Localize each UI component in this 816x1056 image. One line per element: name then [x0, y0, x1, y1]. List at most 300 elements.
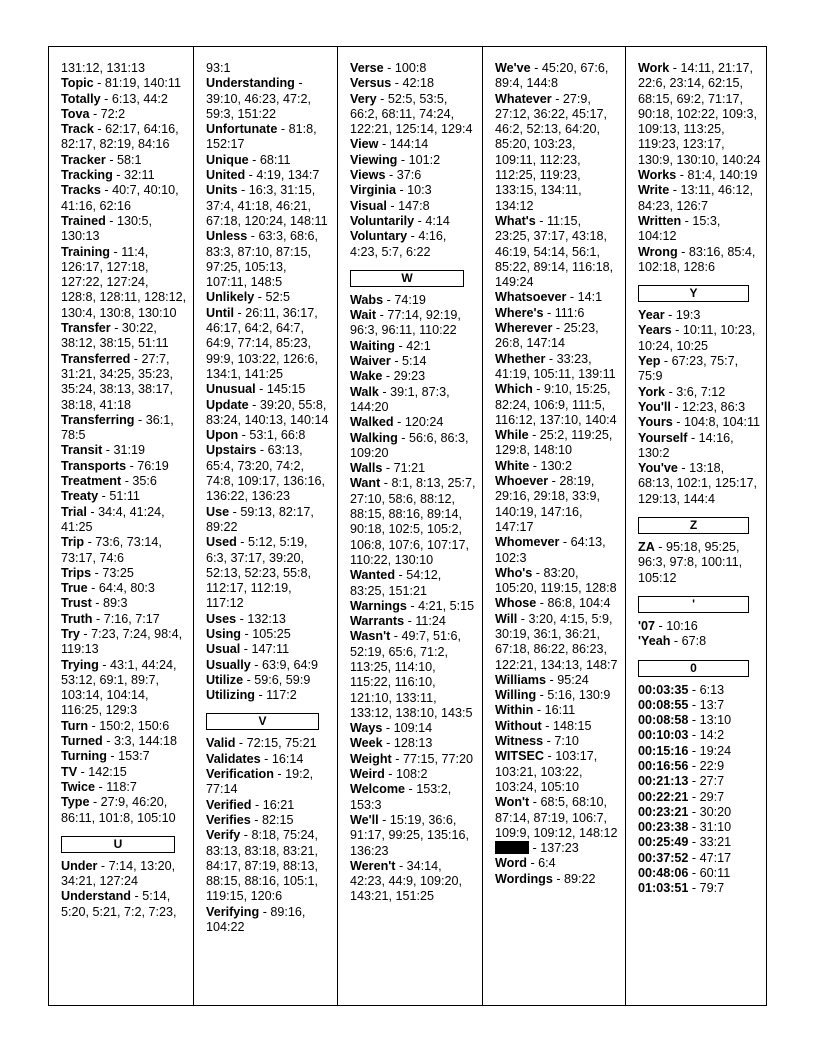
- page-line-refs: 22:9: [699, 758, 725, 773]
- page-line-refs: 19:3: [675, 308, 701, 323]
- index-entry: TV - 142:15: [61, 764, 127, 779]
- page-line-refs: 153:7: [118, 749, 150, 764]
- page-line-refs: 8:1, 8:13, 25:7, 27:10, 58:6, 88:12, 88:15, 88:16, 89:14, 90:18, 102:5, 105:2, 106:8, 107:6, 107:17, 110:22, 130:10: [350, 476, 476, 567]
- index-term: Walked: [350, 415, 394, 430]
- index-term: Work: [638, 61, 670, 75]
- index-entry: 00:37:52 - 47:17: [638, 850, 732, 865]
- page-line-refs: 4:19, 134:7: [256, 168, 320, 183]
- index-term: Works: [638, 168, 677, 183]
- index-entry: Works - 81:4, 140:19: [638, 168, 758, 183]
- page-line-refs: 68:5, 68:10, 87:14, 87:19, 106:7, 109:9, 109:12, 148:12: [495, 795, 618, 840]
- index-entry: Williams - 95:24: [495, 672, 589, 687]
- index-entry: Wanted - 54:12, 83:25, 151:21: [350, 568, 442, 598]
- index-term: Trips: [61, 565, 92, 580]
- page-line-refs: 105:25: [252, 626, 291, 641]
- index-entry: 00:21:13 - 27:7: [638, 774, 725, 789]
- index-term: Yourself: [638, 430, 688, 445]
- index-entry: 00:23:21 - 30:20: [638, 804, 732, 819]
- index-term: Type: [61, 795, 90, 810]
- page-line-refs: 95:18, 95:25, 96:3, 97:8, 100:11, 105:12: [638, 540, 743, 585]
- index-entry: Voluntarily - 4:14: [350, 213, 450, 228]
- index-term: Want: [350, 476, 381, 491]
- index-term: Truth: [61, 611, 93, 626]
- index-entry: Without - 148:15: [495, 718, 592, 733]
- index-term: 01:03:51: [638, 881, 689, 896]
- index-term: Unusual: [206, 382, 256, 397]
- page-line-refs: 77:15, 77:20: [402, 751, 473, 766]
- index-term: Year: [638, 308, 665, 323]
- index-term: Wasn't: [350, 629, 391, 644]
- index-entry: Years - 10:11, 10:23, 10:24, 10:25: [638, 323, 756, 353]
- page-line-refs: 120:24: [404, 415, 444, 430]
- page-line-refs: 27:9, 46:20, 86:11, 101:8, 105:10: [61, 795, 176, 825]
- index-entry: Usual - 147:11: [206, 642, 290, 657]
- page-line-refs: 42:18: [402, 76, 435, 91]
- page-line-refs: 68:11: [259, 152, 291, 167]
- page-line-refs: 128:13: [393, 736, 433, 751]
- page-line-refs: 81:19, 140:11: [104, 76, 181, 91]
- index-entry: 00:08:58 - 13:10: [638, 713, 732, 728]
- index-entry: Wake - 29:23: [350, 369, 426, 384]
- index-column-1: [49, 47, 193, 1005]
- index-term: Uses: [206, 611, 237, 626]
- letter-section-header: 0: [638, 660, 749, 677]
- index-term: Treatment: [61, 474, 122, 489]
- index-term: Trip: [61, 535, 85, 550]
- index-term: 00:48:06: [638, 866, 689, 881]
- index-term: 00:15:16: [638, 743, 689, 758]
- page-line-refs: 4:16, 4:23, 5:7, 6:22: [350, 229, 447, 259]
- page-line-refs: 16:11: [544, 703, 576, 718]
- index-column-2: [193, 47, 337, 1005]
- page-line-refs: 3:3, 144:18: [113, 734, 177, 749]
- page-line-refs: 108:2: [395, 767, 428, 782]
- page-line-refs: 11:24: [415, 614, 446, 629]
- index-term: Tracks: [61, 183, 101, 198]
- index-entry: Valid - 72:15, 75:21: [206, 736, 317, 751]
- page-line-refs: 39:1, 87:3, 144:20: [350, 384, 450, 414]
- index-entry: 00:48:06 - 60:11: [638, 866, 731, 881]
- page-line-refs: 16:14: [271, 751, 304, 766]
- index-term: Whether: [495, 351, 546, 366]
- page-line-refs: 63:3, 68:6, 83:3, 87:10, 87:15, 97:25, 105:13, 107:11, 148:5: [206, 229, 319, 290]
- page-line-refs: 58:1: [117, 152, 142, 167]
- index-entry: Within - 16:11: [495, 703, 576, 718]
- page-line-refs: 8:18, 75:24, 83:13, 83:18, 83:21, 84:17, 87:19, 88:13, 88:15, 88:16, 105:1, 119:15, 120:6: [206, 828, 319, 904]
- page-line-refs: 72:2: [100, 106, 126, 121]
- page-line-refs: 37:6: [396, 168, 422, 183]
- page-line-refs: 36:1, 78:5: [61, 412, 174, 443]
- page-line-refs: 16:3, 31:15, 37:4, 41:18, 46:21, 67:18, 120:24, 148:11: [206, 183, 328, 228]
- page-line-refs: 27:7, 31:21, 34:25, 35:23, 35:24, 38:13, 38:17, 38:18, 41:18: [61, 351, 174, 412]
- index-entry: Wordings - 89:22: [495, 871, 596, 886]
- index-term: Virginia: [350, 183, 396, 198]
- page-line-refs: 30:20: [699, 804, 732, 819]
- index-entry: Waiver - 5:14: [350, 354, 427, 369]
- index-entry: Treatment - 35:6: [61, 474, 157, 489]
- index-entry: Understand - 5:14, 5:20, 5:21, 7:2, 7:23,: [61, 889, 177, 919]
- index-entry: Transferring - 36:1, 78:5: [61, 412, 174, 443]
- index-entry: Word - 6:4: [495, 856, 556, 871]
- index-term: United: [206, 168, 246, 183]
- index-entry: You'll - 12:23, 86:3: [638, 399, 746, 414]
- index-term: Verifying: [206, 904, 260, 919]
- page-line-refs: 40:7, 40:10, 41:16, 62:16: [61, 183, 179, 213]
- index-term: Using: [206, 626, 241, 641]
- index-entry: Walls - 71:21: [350, 461, 426, 476]
- index-entry: Unique - 68:11: [206, 152, 291, 167]
- index-term: Topic: [61, 76, 94, 91]
- index-entry: [206, 61, 331, 76]
- page-line-refs: 4:21, 5:15: [418, 598, 475, 613]
- page-line-refs: 147:11: [251, 642, 290, 657]
- index-term: Weren't: [350, 858, 396, 873]
- page-line-refs: 4:14: [425, 213, 450, 228]
- index-term: Totally: [61, 91, 101, 106]
- index-entry: Unfortunate - 81:8, 152:17: [206, 122, 317, 152]
- index-entry: Transfer - 30:22, 38:12, 38:15, 51:11: [61, 321, 169, 351]
- page-line-refs: 71:21: [393, 461, 426, 476]
- index-term: Walls: [350, 461, 383, 476]
- page-line-refs: 7:16, 7:17: [103, 611, 160, 626]
- index-column-4: [482, 47, 625, 1005]
- index-term: Transferred: [61, 351, 131, 366]
- index-term: Turning: [61, 749, 107, 764]
- index-entry: Tracker - 58:1: [61, 152, 142, 167]
- index-term: Voluntary: [350, 229, 408, 244]
- page-line-refs: 76:19: [137, 458, 169, 473]
- index-entry: Transferred - 27:7, 31:21, 34:25, 35:23, 35:24, 38:13, 38:17, 38:18, 41:18: [61, 351, 174, 412]
- page-line-refs: 15:3, 104:12: [638, 213, 721, 244]
- page-line-refs: 150:2, 150:6: [99, 718, 170, 733]
- page-line-refs: 7:14, 13:20, 34:21, 127:24: [61, 858, 176, 889]
- index-entry: Year - 19:3: [638, 308, 701, 323]
- index-entry: Willing - 5:16, 130:9: [495, 688, 611, 703]
- index-entry: View - 144:14: [350, 137, 429, 152]
- index-term: Transferring: [61, 412, 135, 427]
- index-entry: Update - 39:20, 55:8, 83:24, 140:13, 140:14: [206, 397, 329, 427]
- index-entry: Utilizing - 117:2: [206, 688, 297, 703]
- index-term: Trial: [61, 504, 87, 519]
- page-line-refs: 16:21: [262, 797, 295, 812]
- page-line-refs: 12:23, 86:3: [682, 399, 746, 414]
- index-term: 00:37:52: [638, 850, 689, 865]
- index-term: We've: [495, 61, 531, 75]
- index-term: Wherever: [495, 321, 553, 336]
- page-line-refs: 27:9, 27:12, 36:22, 45:17, 46:2, 52:13, 64:20, 85:20, 103:23, 109:11, 112:23, 112:25, 119:23, 133:15, 134:11, 134:12: [495, 91, 608, 213]
- page-line-refs: 103:17, 103:21, 103:22, 103:24, 105:10: [495, 749, 598, 794]
- page-line-refs: 74:19: [394, 292, 426, 307]
- page-line-refs: 111:6: [554, 305, 585, 320]
- index-entry: Whatsoever - 14:1: [495, 290, 603, 305]
- page-line-refs: 73:25: [102, 565, 134, 580]
- index-term: We'll: [350, 812, 379, 827]
- page-line-refs: 64:13, 102:3: [495, 535, 606, 565]
- index-term: Williams: [495, 672, 546, 687]
- index-entry: Week - 128:13: [350, 736, 433, 751]
- index-entry: Type - 27:9, 46:20, 86:11, 101:8, 105:10: [61, 795, 176, 825]
- index-term: Verified: [206, 797, 252, 812]
- index-entry: Weren't - 34:14, 42:23, 44:9, 109:20, 143:21, 151:25: [350, 858, 463, 904]
- index-entry: 00:23:38 - 31:10: [638, 820, 732, 835]
- page-line-refs: 19:2, 77:14: [206, 767, 314, 797]
- page-line-refs: 53:1, 66:8: [249, 428, 306, 443]
- index-entry: Turn - 150:2, 150:6: [61, 718, 170, 733]
- index-entry: Whether - 33:23, 41:19, 105:11, 139:11: [495, 351, 616, 381]
- index-entry: Verification - 19:2, 77:14: [206, 767, 314, 797]
- page-line-refs: 13:18, 68:13, 102:1, 125:17, 129:13, 144:4: [638, 461, 758, 506]
- index-term: Written: [638, 213, 682, 228]
- page-line-refs: 89:22: [564, 871, 596, 886]
- page-line-refs: 42:1: [406, 338, 431, 353]
- page-line-refs: 118:7: [106, 779, 137, 794]
- index-entry: Turning - 153:7: [61, 749, 150, 764]
- page-line-refs: 93:1: [206, 61, 231, 75]
- page-line-refs: 153:2, 153:3: [350, 782, 452, 812]
- index-term: Where's: [495, 305, 544, 320]
- index-entry: Units - 16:3, 31:15, 37:4, 41:18, 46:21, 67:18, 120:24, 148:11: [206, 183, 328, 228]
- index-term: Whoever: [495, 474, 549, 489]
- index-term: Write: [638, 183, 670, 198]
- page-line-refs: 81:4, 140:19: [687, 168, 758, 183]
- index-entry: Warrants - 11:24: [350, 614, 446, 629]
- index-term: Walking: [350, 430, 398, 445]
- page-line-refs: 52:5: [265, 290, 291, 305]
- page-line-refs: 43:1, 44:24, 53:12, 69:1, 89:7, 103:14, 104:14, 116:25, 129:3: [61, 657, 177, 718]
- index-term: What's: [495, 213, 536, 228]
- page-line-refs: 10:3: [407, 183, 432, 198]
- page-line-refs: 89:3: [103, 596, 128, 611]
- index-entry: 'Yeah - 67:8: [638, 634, 707, 649]
- page-line-refs: 15:19, 36:6, 91:17, 99:25, 135:16, 136:23: [350, 812, 470, 858]
- index-term: Understand: [61, 889, 131, 904]
- index-entry: Upon - 53:1, 66:8: [206, 428, 306, 443]
- page-line-refs: 60:11: [699, 866, 731, 881]
- page-line-refs: 95:24: [557, 672, 589, 687]
- index-term: 00:22:21: [638, 789, 689, 804]
- page-line-refs: 63:13, 65:4, 73:20, 74:2, 74:8, 109:17, 136:16, 136:22, 136:23: [206, 443, 326, 504]
- index-entry: Used - 5:12, 5:19, 6:3, 37:17, 39:20, 52:13, 52:23, 55:8, 112:17, 112:19, 117:12: [206, 535, 312, 611]
- index-term: 'Yeah: [638, 634, 671, 649]
- index-entry: Won't - 68:5, 68:10, 87:14, 87:19, 106:7, 109:9, 109:12, 148:12: [495, 795, 618, 840]
- index-term: Under: [61, 858, 98, 873]
- page-line-refs: 3:20, 4:15, 5:9, 30:19, 36:1, 36:21, 67:18, 86:22, 86:23, 122:21, 134:13, 148:7: [495, 611, 618, 672]
- index-entry: - 137:23: [495, 841, 619, 856]
- page-line-refs: 56:6, 86:3, 109:20: [350, 430, 469, 460]
- page-line-refs: 104:8, 104:11: [683, 415, 761, 430]
- page-line-refs: 39:10, 46:23, 47:2, 59:3, 151:22: [206, 91, 312, 121]
- index-term: Wanted: [350, 568, 396, 583]
- index-term: Used: [206, 535, 237, 550]
- letter-section-header: W: [350, 270, 464, 287]
- index-entry: York - 3:6, 7:12: [638, 384, 726, 399]
- page-line-refs: 79:7: [699, 881, 725, 896]
- page-line-refs: 142:15: [88, 764, 127, 779]
- redaction-block: [495, 841, 529, 854]
- index-entry: Walk - 39:1, 87:3, 144:20: [350, 384, 450, 414]
- index-term: Unless: [206, 229, 248, 244]
- index-term: ZA: [638, 540, 655, 555]
- index-entry: 00:16:56 - 22:9: [638, 758, 725, 773]
- page-line-refs: 148:15: [552, 718, 592, 733]
- page-line-refs: 35:6: [132, 474, 157, 489]
- index-term: Trust: [61, 596, 92, 611]
- index-term: Yep: [638, 354, 661, 369]
- index-term: Usually: [206, 657, 251, 672]
- index-term: Yours: [638, 415, 673, 430]
- index-term: Whose: [495, 596, 537, 611]
- index-term: You've: [638, 461, 678, 476]
- page-line-refs: 130:2: [540, 458, 572, 473]
- index-term: Units: [206, 183, 238, 198]
- page-line-refs: 59:6, 59:9: [254, 672, 311, 687]
- page-line-refs: 13:7: [699, 697, 725, 712]
- index-entry: 00:03:35 - 6:13: [638, 682, 725, 697]
- index-term: Voluntarily: [350, 213, 415, 228]
- index-entry: Whose - 86:8, 104:4: [495, 596, 611, 611]
- index-entry: Track - 62:17, 64:16, 82:17, 82:19, 84:16: [61, 122, 179, 152]
- index-term: Verse: [350, 61, 384, 75]
- index-entry: United - 4:19, 134:7: [206, 168, 320, 183]
- page-line-refs: 29:7: [699, 789, 725, 804]
- index-entry: You've - 13:18, 68:13, 102:1, 125:17, 129:13, 144:4: [638, 461, 758, 506]
- index-entry: Totally - 6:13, 44:2: [61, 91, 168, 106]
- index-entry: True - 64:4, 80:3: [61, 581, 155, 596]
- index-column-3: [337, 47, 482, 1005]
- index-entry: Verify - 8:18, 75:24, 83:13, 83:18, 83:21, 84:17, 87:19, 88:13, 88:15, 88:16, 105:1, 119:15, 120:6: [206, 828, 319, 904]
- index-term: 00:10:03: [638, 728, 689, 743]
- index-entry: Tracks - 40:7, 40:10, 41:16, 62:16: [61, 183, 179, 213]
- index-entry: Verifies - 82:15: [206, 812, 294, 827]
- index-entry: White - 130:2: [495, 458, 572, 473]
- page-line-refs: 34:4, 41:24, 41:25: [61, 504, 165, 534]
- index-term: York: [638, 384, 666, 399]
- page-line-refs: 11:4, 126:17, 127:18, 127:22, 127:24, 128:8, 128:11, 128:12, 130:4, 130:8, 130:10: [61, 244, 187, 320]
- page-line-refs: 54:12, 83:25, 151:21: [350, 568, 442, 598]
- index-entry: Whatever - 27:9, 27:12, 36:22, 45:17, 46:2, 52:13, 64:20, 85:20, 103:23, 109:11, 112:23, 112:25, 119:23, 133:15, 134:11, 134:12: [495, 91, 608, 213]
- page-line-refs: 34:14, 42:23, 44:9, 109:20, 143:21, 151:25: [350, 858, 463, 904]
- index-entry: Unusual - 145:15: [206, 382, 306, 397]
- index-entry: Which - 9:10, 15:25, 82:24, 106:9, 111:5, 116:12, 137:10, 140:4: [495, 382, 617, 427]
- index-term: Valid: [206, 736, 236, 751]
- index-term: Willing: [495, 688, 537, 703]
- index-term: Witness: [495, 734, 544, 749]
- index-term: Wait: [350, 308, 377, 323]
- index-term: '07: [638, 618, 656, 633]
- index-entry: Wherever - 25:23, 26:8, 147:14: [495, 321, 599, 351]
- page-line-refs: 83:20, 105:20, 119:15, 128:8: [495, 565, 617, 596]
- index-term: Waiting: [350, 338, 396, 353]
- page-line-refs: 7:10: [554, 734, 579, 749]
- index-entry: Walked - 120:24: [350, 415, 444, 430]
- index-term: Without: [495, 718, 542, 733]
- index-entry: Weight - 77:15, 77:20: [350, 751, 473, 766]
- index-term: Turn: [61, 718, 89, 733]
- page-line-refs: 13:11, 46:12, 84:23, 126:7: [638, 183, 754, 213]
- index-term: Viewing: [350, 152, 398, 167]
- index-entry: Yours - 104:8, 104:11: [638, 415, 761, 430]
- index-term: Week: [350, 736, 383, 751]
- index-entry: Write - 13:11, 46:12, 84:23, 126:7: [638, 183, 754, 213]
- page-line-refs: 72:15, 75:21: [246, 736, 317, 751]
- index-entry: We've - 45:20, 67:6, 89:4, 144:8: [495, 61, 609, 91]
- index-term: Verification: [206, 767, 274, 782]
- page-line-refs: 27:7: [699, 774, 725, 789]
- index-entry: Waiting - 42:1: [350, 338, 431, 353]
- index-entry: 00:15:16 - 19:24: [638, 743, 732, 758]
- index-entry: Views - 37:6: [350, 168, 422, 183]
- index-entry: While - 25:2, 119:25, 129:8, 148:10: [495, 428, 613, 458]
- index-term: Tracker: [61, 152, 106, 167]
- index-term: Walk: [350, 384, 379, 399]
- index-term: Transfer: [61, 321, 111, 336]
- index-term: Verify: [206, 828, 241, 843]
- index-entry: Yourself - 14:16, 130:2: [638, 430, 734, 460]
- page-line-refs: 100:8: [394, 61, 427, 75]
- page-line-refs: 39:20, 55:8, 83:24, 140:13, 140:14: [206, 397, 329, 427]
- index-entry: Want - 8:1, 8:13, 25:7, 27:10, 58:6, 88:12, 88:15, 88:16, 89:14, 90:18, 102:5, 105:2, 106:8, 107:6, 107:17, 110:22, 130:10: [350, 476, 476, 567]
- index-term: Turned: [61, 734, 103, 749]
- page-line-refs: 67:23, 75:7, 75:9: [638, 354, 739, 384]
- index-entry: 00:10:03 - 14:2: [638, 728, 725, 743]
- page-line-refs: 130:5, 130:13: [61, 213, 153, 244]
- index-entry: Witness - 7:10: [495, 734, 579, 749]
- index-term: Waiver: [350, 354, 391, 369]
- page-line-refs: 132:13: [247, 611, 286, 626]
- index-entry: [61, 61, 187, 76]
- index-term: Won't: [495, 795, 530, 810]
- letter-section-header: Z: [638, 517, 749, 534]
- index-term: Use: [206, 504, 230, 519]
- index-term: Whomever: [495, 535, 560, 550]
- index-term: 00:08:58: [638, 713, 689, 728]
- page-line-refs: 83:16, 85:4, 102:18, 128:6: [638, 244, 756, 274]
- index-entry: Unless - 63:3, 68:6, 83:3, 87:10, 87:15, 97:25, 105:13, 107:11, 148:5: [206, 229, 319, 290]
- page-line-refs: 51:11: [109, 489, 140, 504]
- index-entry: Training - 11:4, 126:17, 127:18, 127:22, 127:24, 128:8, 128:11, 128:12, 130:4, 130:8, 130:10: [61, 244, 187, 320]
- index-entry: Welcome - 153:2, 153:3: [350, 782, 452, 812]
- index-term: 00:21:13: [638, 774, 689, 789]
- index-entry: Understanding - 39:10, 46:23, 47:2, 59:3, 151:22: [206, 76, 312, 121]
- index-term: Track: [61, 122, 94, 137]
- index-term: Ways: [350, 721, 383, 736]
- index-term: 00:08:55: [638, 697, 689, 712]
- index-term: White: [495, 458, 530, 473]
- letter-section-header: ': [638, 596, 749, 613]
- index-term: Within: [495, 703, 534, 718]
- index-entry: Walking - 56:6, 86:3, 109:20: [350, 430, 469, 460]
- index-term: Whatever: [495, 91, 552, 106]
- index-term: Tova: [61, 106, 90, 121]
- page-line-refs: 101:2: [408, 152, 441, 167]
- index-entry: 00:22:21 - 29:7: [638, 789, 725, 804]
- page-line-refs: 145:15: [266, 382, 306, 397]
- index-entry: Using - 105:25: [206, 626, 291, 641]
- page-line-refs: 28:19, 29:16, 29:18, 33:9, 140:19, 147:16, 147:17: [495, 474, 601, 534]
- index-entry: What's - 11:15, 23:25, 37:17, 43:18, 46:19, 54:14, 56:1, 85:22, 89:14, 116:18, 149:24: [495, 213, 614, 290]
- index-page-frame: [48, 46, 767, 1006]
- index-entry: 00:25:49 - 33:21: [638, 835, 732, 850]
- index-entry: Will - 3:20, 4:15, 5:9, 30:19, 36:1, 36:21, 67:18, 86:22, 86:23, 122:21, 134:13, 148:7: [495, 611, 618, 672]
- index-entry: Usually - 63:9, 64:9: [206, 657, 319, 672]
- index-entry: Viewing - 101:2: [350, 152, 441, 167]
- index-entry: Very - 52:5, 53:5, 66:2, 68:11, 74:24, 122:21, 125:14, 129:4: [350, 91, 473, 137]
- page-line-refs: 10:16: [666, 618, 698, 633]
- index-term: Very: [350, 91, 377, 106]
- index-term: WITSEC: [495, 749, 544, 764]
- index-entry: Topic - 81:19, 140:11: [61, 76, 181, 91]
- index-entry: Transports - 76:19: [61, 458, 169, 473]
